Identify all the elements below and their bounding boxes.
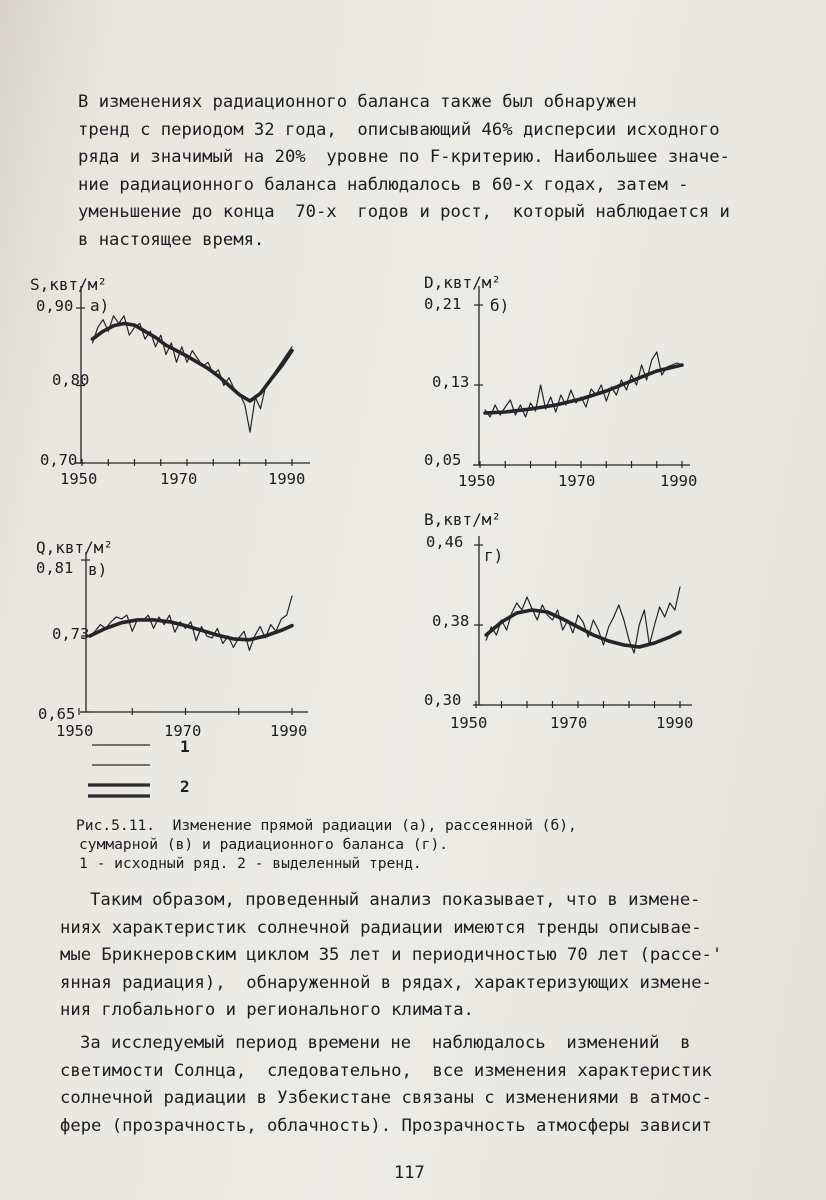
text-line: В изменениях радиационного баланса также был обнаружен (78, 92, 637, 112)
caption-line: суммарной (в) и радиационного баланса (г). (79, 836, 449, 853)
paragraph-solar-luminosity (60, 1030, 750, 1140)
chart-v-xtick-1990: 1990 (270, 722, 308, 740)
chart-v-ytick-mid: 0,73 (52, 625, 90, 643)
text-line: светимости Солнца, следовательно, все изменения характеристик (60, 1060, 712, 1081)
chart-a-xtick-1950: 1950 (60, 470, 98, 488)
chart-b-xtick-1990: 1990 (660, 472, 698, 490)
text-line: ния глобального и регионального климата. (60, 1000, 474, 1020)
chart-b-tag: б) (490, 296, 510, 315)
text-line: солнечной радиации в Узбекистане связаны с изменениями в атмос- (60, 1088, 712, 1108)
text-line: уменьшение до конца 70-х годов и рост, который наблюдается и (78, 202, 730, 222)
legend-label-1: 1 (180, 737, 190, 756)
chart-b-ytick-top: 0,21 (424, 295, 462, 313)
legend-label-2: 2 (180, 777, 190, 796)
chart-g-xtick-1990: 1990 (656, 714, 694, 732)
chart-g-ytick-top: 0,46 (426, 533, 464, 551)
page-number: 117 (394, 1163, 425, 1183)
chart-a-ytick-mid: 0,80 (52, 371, 90, 389)
chart-a-ytick-top: 0,90 (36, 297, 74, 315)
chart-a-ytick-bottom: 0,70 (40, 451, 78, 469)
text-line: янная радиация), обнаруженной в рядах, характеризующих измене- (60, 972, 712, 993)
chart-a-ylabel: S,квт/м² (30, 275, 108, 294)
chart-g-xtick-1950: 1950 (450, 714, 488, 732)
chart-v-tag: в) (88, 560, 108, 579)
text-line: фере (прозрачность, облачность). Прозрачность атмосферы зависит (60, 1115, 712, 1136)
chart-g-ytick-mid: 0,38 (432, 612, 470, 630)
text-line: тренд с периодом 32 года, описывающий 46% дисперсии исходного (78, 119, 720, 140)
text-line: в настоящее время. (78, 229, 265, 250)
chart-g-xtick-1970: 1970 (550, 714, 588, 732)
caption-line: 1 - исходный ряд. 2 - выделенный тренд. (79, 855, 422, 872)
chart-v-ytick-top: 0,81 (36, 559, 74, 577)
chart-g-ylabel: B,квт/м² (424, 510, 502, 529)
caption-line: Рис.5.11. Изменение прямой радиации (а), рассеянной (б), (76, 817, 577, 834)
chart-g-tag: г) (484, 546, 504, 565)
chart-v-ylabel: Q,квт/м² (36, 538, 114, 557)
figure-caption (76, 816, 577, 873)
text-line: ние радиационного баланса наблюдалось в 60-х годах, затем - (78, 174, 689, 195)
chart-b-ytick-bottom: 0,05 (424, 451, 462, 469)
chart-a-xtick-1990: 1990 (268, 470, 306, 488)
chart-b-xtick-1950: 1950 (458, 472, 496, 490)
chart-a-xtick-1970: 1970 (160, 470, 198, 488)
text-line: ниях характеристик солнечной радиации имеются тренды описывае- (60, 917, 702, 938)
chart-v-xtick-1950: 1950 (56, 722, 94, 740)
chart-v-xtick-1970: 1970 (164, 722, 202, 740)
chart-b-xtick-1970: 1970 (558, 472, 596, 490)
text-line: ряда и значимый на 20% уровне по F-критерию. Наибольшее значе- (78, 147, 730, 167)
text-line: Таким образом, проведенный анализ показывает, что в измене- (90, 890, 701, 910)
text-line: мые Брикнеровским циклом 35 лет и периодичностью 70 лет (рассе-' (60, 945, 723, 965)
text-line: За исследуемый период времени не наблюдалось изменений в (80, 1033, 691, 1053)
chart-a-tag: а) (90, 296, 110, 315)
chart-b-ytick-mid: 0,13 (432, 373, 470, 391)
chart-v-ytick-bottom: 0,65 (38, 705, 76, 723)
paragraph-conclusion (60, 887, 750, 1025)
chart-g-ytick-bottom: 0,30 (424, 691, 462, 709)
chart-b-ylabel: D,квт/м² (424, 273, 502, 292)
